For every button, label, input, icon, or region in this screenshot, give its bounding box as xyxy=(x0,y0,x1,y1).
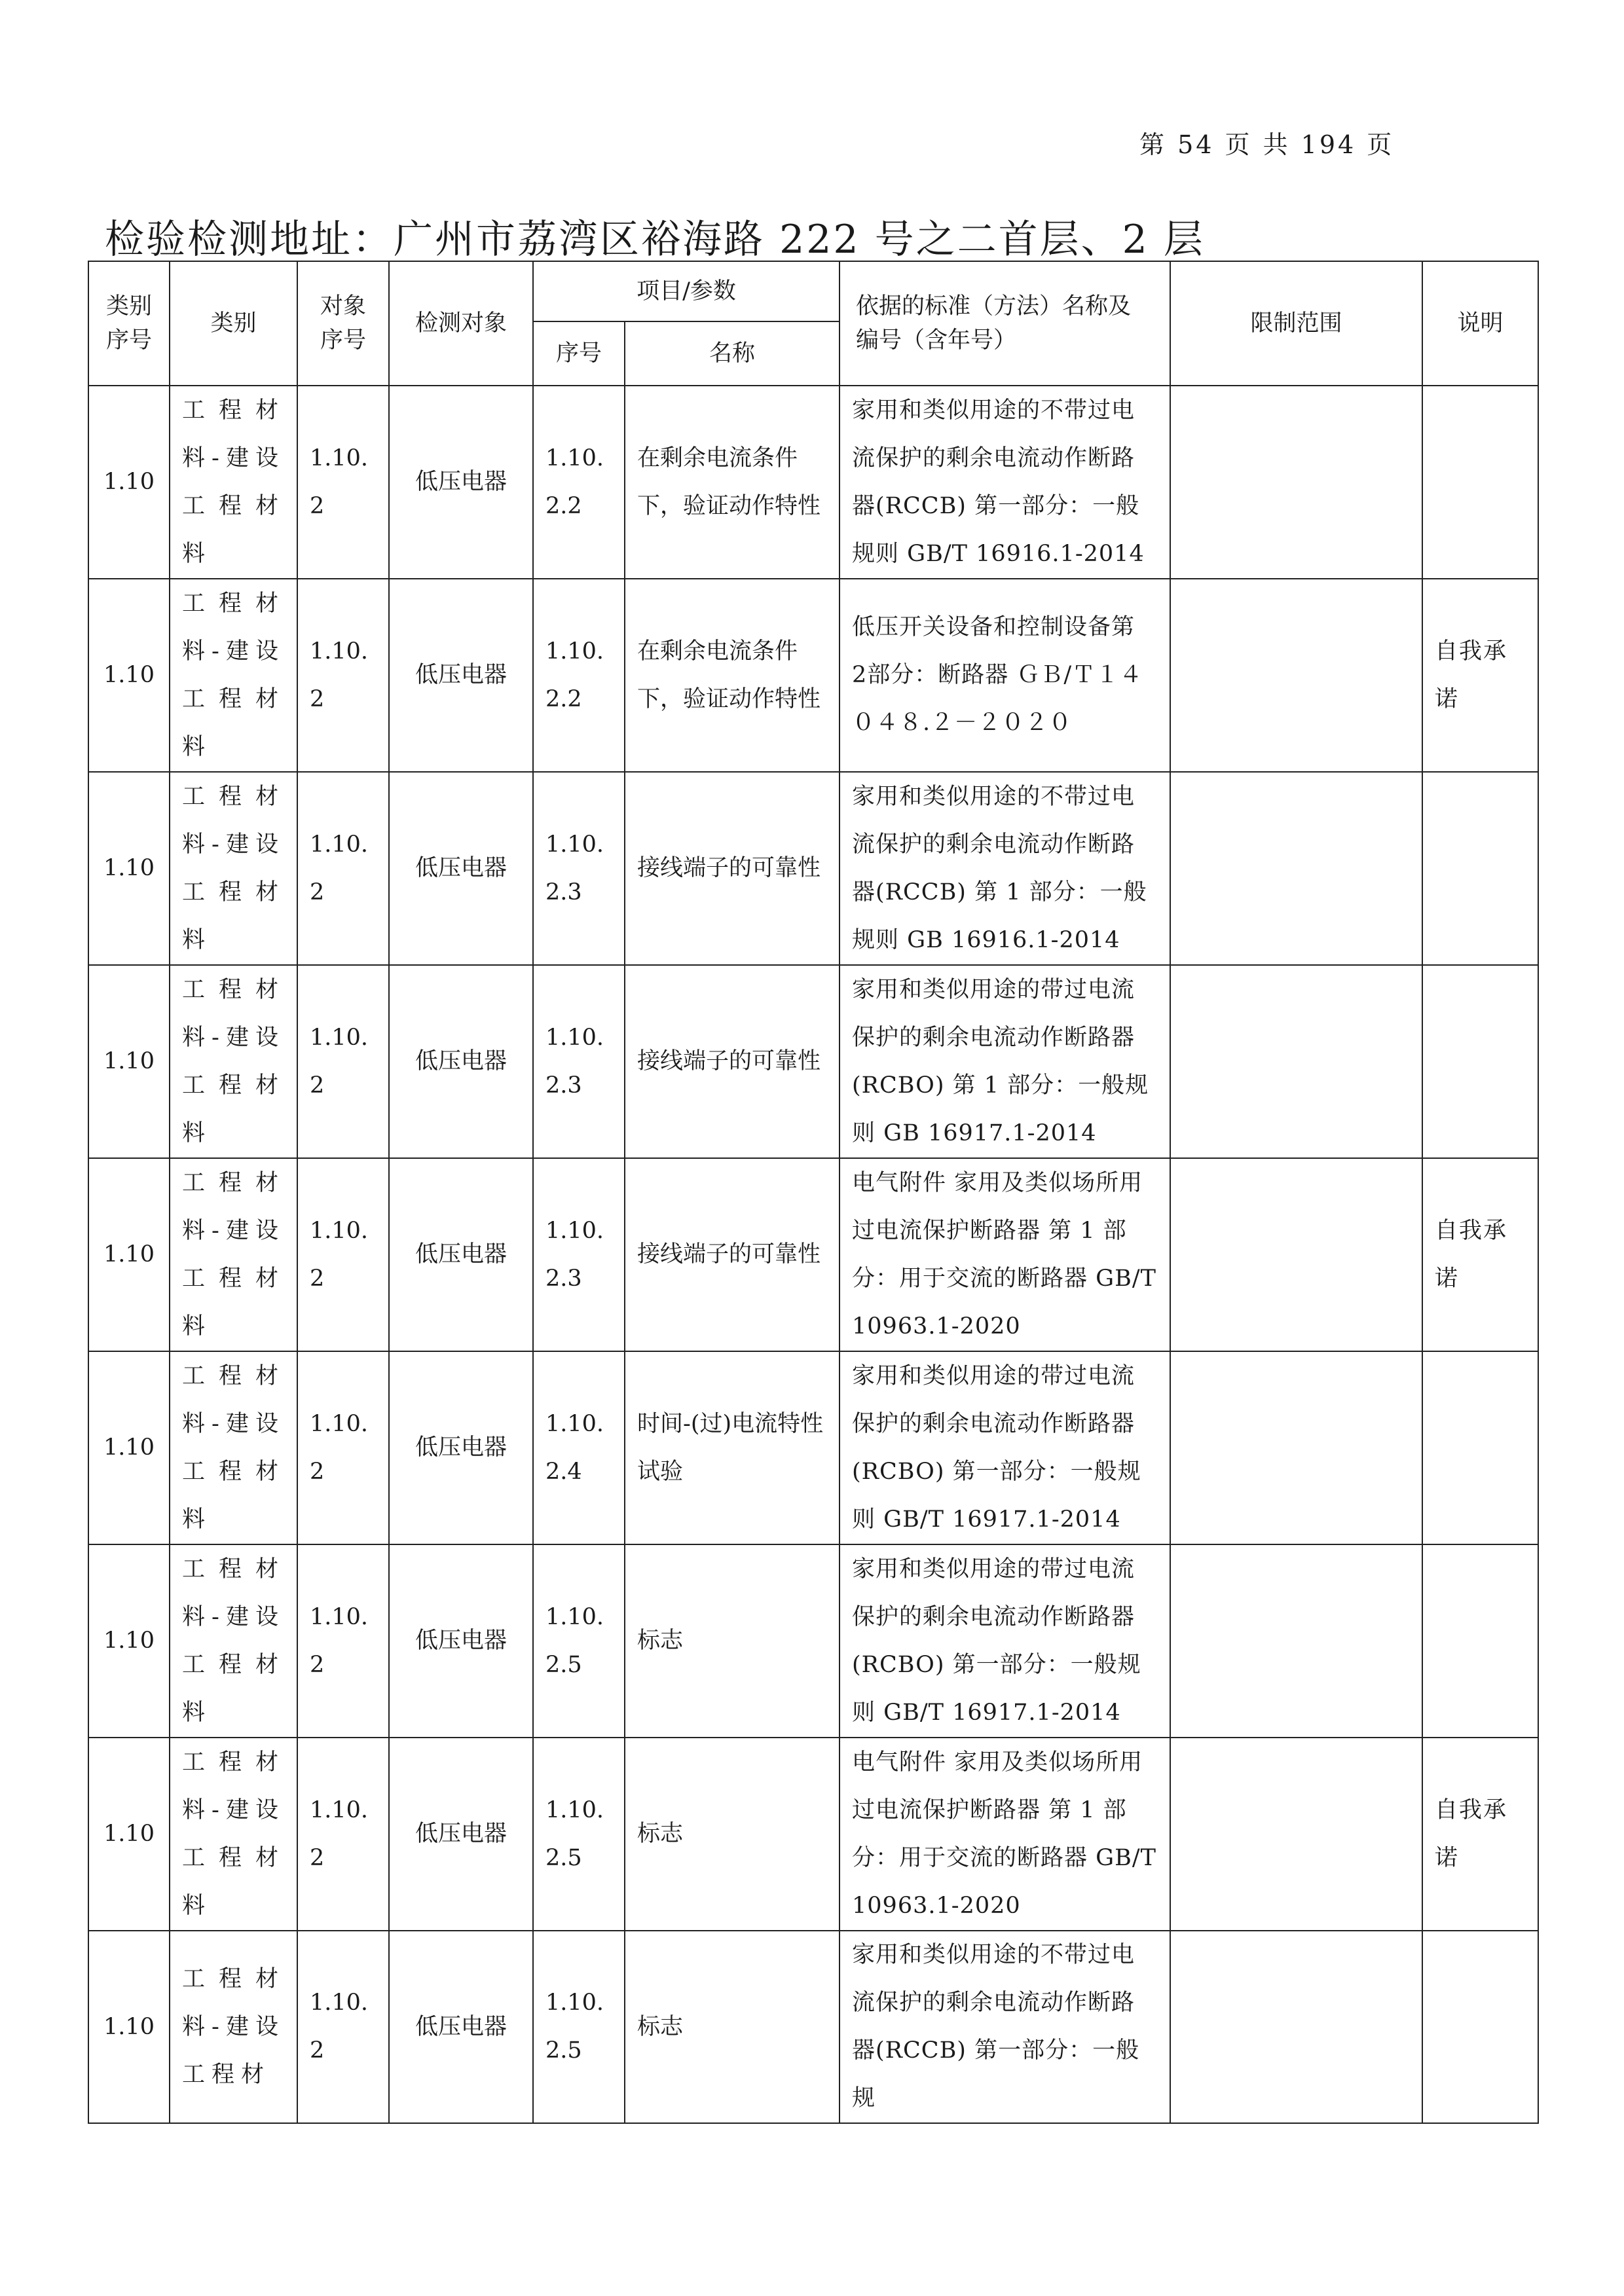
cell-note xyxy=(1422,772,1538,965)
cell-object-no: 1.10. 2 xyxy=(297,1738,389,1931)
cell-note xyxy=(1422,1931,1538,2123)
table-row xyxy=(88,1931,1538,2123)
cell-object-no: 1.10. 2 xyxy=(297,772,389,965)
cell-item-no: 1.10. 2.4 xyxy=(533,1351,625,1544)
cell-category: 工程材料-建设工程材料 xyxy=(170,1544,297,1738)
cell-item-name: 标志 xyxy=(625,1738,840,1931)
cell-object: 低压电器 xyxy=(389,1738,533,1931)
cell-standard: 家用和类似用途的带过电流保护的剩余电流动作断路器(RCBO) 第一部分：一般规则 GB/T 16917.1-2014 xyxy=(840,1544,1170,1738)
cell-object: 低压电器 xyxy=(389,965,533,1158)
cell-category-no: 1.10 xyxy=(88,386,170,579)
cell-item-no: 1.10. 2.3 xyxy=(533,772,625,965)
cell-item-name: 接线端子的可靠性 xyxy=(625,772,840,965)
cell-limit xyxy=(1170,1931,1422,2123)
cell-object: 低压电器 xyxy=(389,386,533,579)
cell-standard: 家用和类似用途的带过电流保护的剩余电流动作断路器(RCBO) 第 1 部分：一般规则 GB 16917.1-2014 xyxy=(840,965,1170,1158)
cell-object: 低压电器 xyxy=(389,579,533,772)
cell-object-no: 1.10. 2 xyxy=(297,1351,389,1544)
cell-item-no: 1.10. 2.5 xyxy=(533,1544,625,1738)
cell-item-no: 1.10. 2.3 xyxy=(533,1158,625,1351)
table-row xyxy=(88,772,1538,965)
cell-item-name: 接线端子的可靠性 xyxy=(625,1158,840,1351)
cell-note: 自我承诺 xyxy=(1422,1158,1538,1351)
cell-standard: 家用和类似用途的不带过电流保护的剩余电流动作断路器(RCCB) 第一部分：一般规 xyxy=(840,1931,1170,2123)
cell-category-no: 1.10 xyxy=(88,1351,170,1544)
table-row xyxy=(88,965,1538,1158)
cell-item-no: 1.10. 2.5 xyxy=(533,1931,625,2123)
cell-category-no: 1.10 xyxy=(88,579,170,772)
cell-note: 自我承诺 xyxy=(1422,1738,1538,1931)
cell-category: 工程材料-建设工程材 xyxy=(170,1931,297,2123)
cell-object-no: 1.10. 2 xyxy=(297,1544,389,1738)
table-body xyxy=(88,386,1538,2123)
cell-item-no: 1.10. 2.2 xyxy=(533,386,625,579)
cell-object: 低压电器 xyxy=(389,1544,533,1738)
cell-standard: 家用和类似用途的不带过电流保护的剩余电流动作断路器(RCCB) 第一部分：一般规则 GB/T 16916.1-2014 xyxy=(840,386,1170,579)
header-category-no: 类别 序号 xyxy=(88,261,170,386)
cell-object-no: 1.10. 2 xyxy=(297,965,389,1158)
cell-limit xyxy=(1170,386,1422,579)
page-title: 检验检测地址：广州市荔湾区裕海路 222 号之二首层、2 层 xyxy=(105,217,1205,263)
cell-item-no: 1.10. 2.3 xyxy=(533,965,625,1158)
cell-category: 工程材料-建设工程材料 xyxy=(170,772,297,965)
cell-note xyxy=(1422,386,1538,579)
cell-standard: 家用和类似用途的带过电流保护的剩余电流动作断路器(RCBO) 第一部分：一般规则 GB/T 16917.1-2014 xyxy=(840,1351,1170,1544)
certification-table xyxy=(88,261,1539,2124)
cell-category: 工程材料-建设工程材料 xyxy=(170,1351,297,1544)
header-category: 类别 xyxy=(170,261,297,386)
header-standard: 依据的标准（方法）名称及 编号（含年号） xyxy=(840,261,1170,386)
cell-object: 低压电器 xyxy=(389,1931,533,2123)
cell-note xyxy=(1422,965,1538,1158)
cell-note xyxy=(1422,1544,1538,1738)
cell-limit xyxy=(1170,1158,1422,1351)
cell-limit xyxy=(1170,965,1422,1158)
cell-object: 低压电器 xyxy=(389,1158,533,1351)
header-object-no: 对象 序号 xyxy=(297,261,389,386)
cell-item-name: 标志 xyxy=(625,1544,840,1738)
header-object: 检测对象 xyxy=(389,261,533,386)
table-row xyxy=(88,1158,1538,1351)
cell-category: 工程材料-建设工程材料 xyxy=(170,579,297,772)
cell-standard: 家用和类似用途的不带过电流保护的剩余电流动作断路器(RCCB) 第 1 部分：一般规则 GB 16916.1-2014 xyxy=(840,772,1170,965)
cell-standard: 低压开关设备和控制设备第 2部分：断路器 ＧＢ/Ｔ１４０４８.２－２０２０ xyxy=(840,579,1170,772)
cell-limit xyxy=(1170,1351,1422,1544)
cell-limit xyxy=(1170,772,1422,965)
cell-note xyxy=(1422,1351,1538,1544)
cell-object-no: 1.10. 2 xyxy=(297,1931,389,2123)
table-row xyxy=(88,1351,1538,1544)
table-row xyxy=(88,1544,1538,1738)
table-row xyxy=(88,386,1538,579)
cell-standard: 电气附件 家用及类似场所用过电流保护断路器 第 1 部分：用于交流的断路器 GB/T 10963.1-2020 xyxy=(840,1738,1170,1931)
cell-limit xyxy=(1170,1544,1422,1738)
cell-category: 工程材料-建设工程材料 xyxy=(170,386,297,579)
cell-limit xyxy=(1170,579,1422,772)
cell-item-name: 接线端子的可靠性 xyxy=(625,965,840,1158)
cell-category: 工程材料-建设工程材料 xyxy=(170,1738,297,1931)
cell-category-no: 1.10 xyxy=(88,1931,170,2123)
cell-object-no: 1.10. 2 xyxy=(297,386,389,579)
cell-category-no: 1.10 xyxy=(88,1738,170,1931)
cell-object-no: 1.10. 2 xyxy=(297,579,389,772)
cell-standard: 电气附件 家用及类似场所用过电流保护断路器 第 1 部分：用于交流的断路器 GB/T 10963.1-2020 xyxy=(840,1158,1170,1351)
cell-item-no: 1.10. 2.5 xyxy=(533,1738,625,1931)
cell-category-no: 1.10 xyxy=(88,772,170,965)
table-row xyxy=(88,579,1538,772)
cell-item-name: 时间-(过)电流特性试验 xyxy=(625,1351,840,1544)
cell-category-no: 1.10 xyxy=(88,1544,170,1738)
header-item-name: 名称 xyxy=(625,321,840,386)
header-item-param: 项目/参数 xyxy=(533,261,840,321)
table-header-row xyxy=(88,261,1538,321)
cell-limit xyxy=(1170,1738,1422,1931)
cell-category: 工程材料-建设工程材料 xyxy=(170,1158,297,1351)
header-item-no: 序号 xyxy=(533,321,625,386)
table-row xyxy=(88,1738,1538,1931)
header-limit: 限制范围 xyxy=(1170,261,1422,386)
cell-item-name: 在剩余电流条件下，验证动作特性 xyxy=(625,579,840,772)
cell-item-name: 标志 xyxy=(625,1931,840,2123)
page-number: 第 54 页 共 194 页 xyxy=(1139,130,1395,159)
cell-item-no: 1.10. 2.2 xyxy=(533,579,625,772)
cell-item-name: 在剩余电流条件下，验证动作特性 xyxy=(625,386,840,579)
cell-category: 工程材料-建设工程材料 xyxy=(170,965,297,1158)
cell-object: 低压电器 xyxy=(389,772,533,965)
cell-note: 自我承诺 xyxy=(1422,579,1538,772)
cell-category-no: 1.10 xyxy=(88,1158,170,1351)
header-note: 说明 xyxy=(1422,261,1538,386)
cell-object: 低压电器 xyxy=(389,1351,533,1544)
cell-object-no: 1.10. 2 xyxy=(297,1158,389,1351)
cell-category-no: 1.10 xyxy=(88,965,170,1158)
